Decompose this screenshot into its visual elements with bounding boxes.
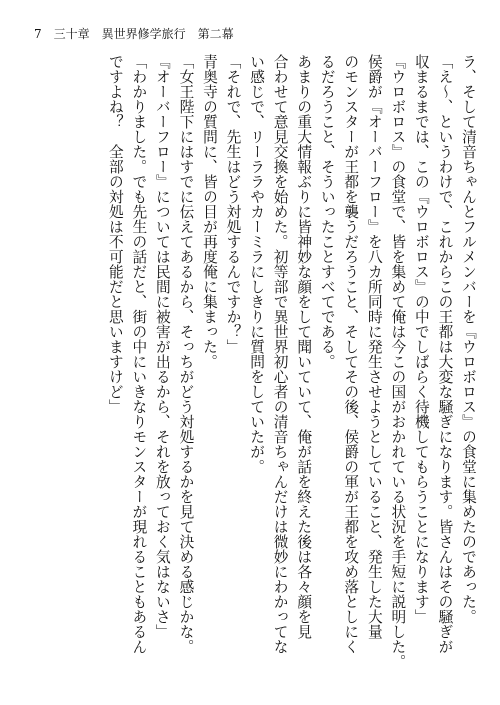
text-line: 「え～、というわけで、これからこの王都は大変な騒ぎになります。皆さんはその騒ぎが	[436, 54, 454, 654]
text-line: 合わせて意見交換を始めた。初等部で異世界初心者の清音ちゃんだけは微妙にわかってな	[271, 54, 289, 654]
text-line: 『ウロボロス』の食堂で、皆を集めて俺は今この国がおかれている状況を手短に説明した。	[389, 54, 407, 669]
text-line: 侯爵が『オーバーフロー』を八カ所同時に発生させようとしていること、発生した大量	[365, 54, 383, 639]
vertical-body-text	[40, 54, 480, 689]
text-line: い感じで、リーララやカーミラにしきりに質問をしていたが。	[248, 54, 266, 474]
text-line: るだろうこと、そういったことすべてである。	[318, 54, 336, 369]
text-line: あまりの重大情報ぶりに皆神妙な顔をして聞いていて、俺が話を終えた後は各々顔を見	[295, 54, 313, 639]
act-label: 第二幕	[197, 27, 234, 41]
text-line: 「女王陛下にはすでに伝えてあるから、そっちがどう対処するかを見て決める感じかな。	[177, 54, 195, 654]
chapter-title: 異世界修学旅行	[101, 27, 186, 41]
text-line: 収まるまでは、この『ウロボロス』の中でしばらく待機してもらうことになります」	[412, 54, 430, 624]
text-line: ラ、そして清音ちゃんとフルメンバーを『ウロボロス』の食堂に集めたのであった。	[460, 54, 477, 624]
running-header	[34, 26, 234, 42]
text-line: 青奥寺の質問に、皆の目が再度俺に集まった。	[200, 54, 218, 369]
text-line: のモンスターが王都を襲うだろうこと、そしてその後、侯爵の軍が王都を攻め落としにく	[342, 54, 360, 654]
text-line: ですよね？ 全部の対処は不可能だと思いますけど」	[106, 54, 124, 414]
chapter-number: 三十章	[53, 27, 90, 41]
text-line: 『オーバーフロー』については民間に被害が出るから、それを放っておく気はないさ」	[153, 54, 171, 639]
page-number: 7	[34, 27, 42, 41]
text-line: 「わかりました。でも先生の話だと、街の中にいきなりモンスターが現れることもあるん	[130, 54, 148, 654]
text-line: 「それで、先生はどう対処するんですか？」	[224, 54, 242, 354]
